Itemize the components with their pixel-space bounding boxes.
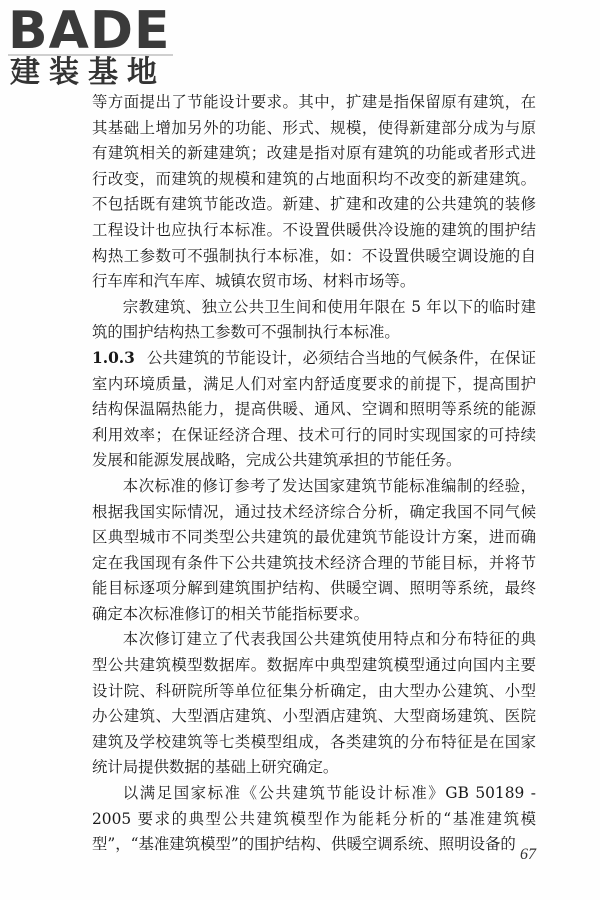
logo-subtitle: 建装基地: [10, 55, 166, 90]
paragraph: 宗教建筑、独立公共卫生间和使用年限在 5 年以下的临时建筑的围护结构热工参数可不强制执行本标准。: [92, 297, 536, 342]
page-number: 67: [520, 846, 536, 863]
paragraph: 等方面提出了节能设计要求。其中，扩建是指保留原有建筑，在其基础上增加另外的功能、形式、规模，使得新建部分成为与原有建筑相关的新建建筑；改建是指对原有建筑的功能或者形式进行改变，而建筑的规模和建筑的占地面积均不改变的新建建筑。不包括既有建筑节能改造。新建、扩建和改建的公共建筑的装修工程设计也应执行本标准。不设置供暖供冷设施的建筑的围护结构热工参数可不强制执行本标准，如：不设置供暖空调设施的自行车库和汽车库、城镇农贸市场、材料市场等。: [92, 93, 536, 291]
brand-logo: [8, 1, 183, 92]
clause-paragraph: [92, 346, 536, 474]
logo-wordmark: BADE: [8, 1, 171, 61]
paragraph: 本次修订建立了代表我国公共建筑使用特点和分布特征的典型公共建筑模型数据库。数据库中典型建筑模型通过向国内主要设计院、科研院所等单位征集分析确定，由大型办公建筑、小型办公建筑、大型酒店建筑、小型酒店建筑、大型商场建筑、医院建筑及学校建筑等七类模型组成，各类建筑的分布特征是在国家统计局提供数据的基础上研究确定。: [92, 630, 536, 777]
page-body: [92, 90, 536, 858]
clause-number: 1.0.3: [92, 348, 135, 367]
paragraph: 以满足国家标准《公共建筑节能设计标准》GB 50189 - 2005 要求的典型公共建筑模型作为能耗分析的“基准建筑模型”，“基准建筑模型”的围护结构、供暖空调系统、照明设备的: [92, 784, 536, 854]
clause-text: 公共建筑的节能设计，必须结合当地的气候条件，在保证室内环境质量，满足人们对室内舒适度要求的前提下，提高围护结构保温隔热能力，提高供暖、通风、空调和照明等系统的能源利用效率；在保证经济合理、技术可行的同时实现国家的可持续发展和能源发展战略，完成公共建筑承担的节能任务。: [92, 348, 536, 470]
paragraph: 本次标准的修订参考了发达国家建筑节能标准编制的经验，根据我国实际情况，通过技术经济综合分析，确定我国不同气候区典型城市不同类型公共建筑的最优建筑节能设计方案，进而确定在我国现有条件下公共建筑技术经济合理的节能目标，并将节能目标逐项分解到建筑围护结构、供暖空调、照明等系统，最终确定本次标准修订的相关节能指标要求。: [92, 476, 536, 623]
